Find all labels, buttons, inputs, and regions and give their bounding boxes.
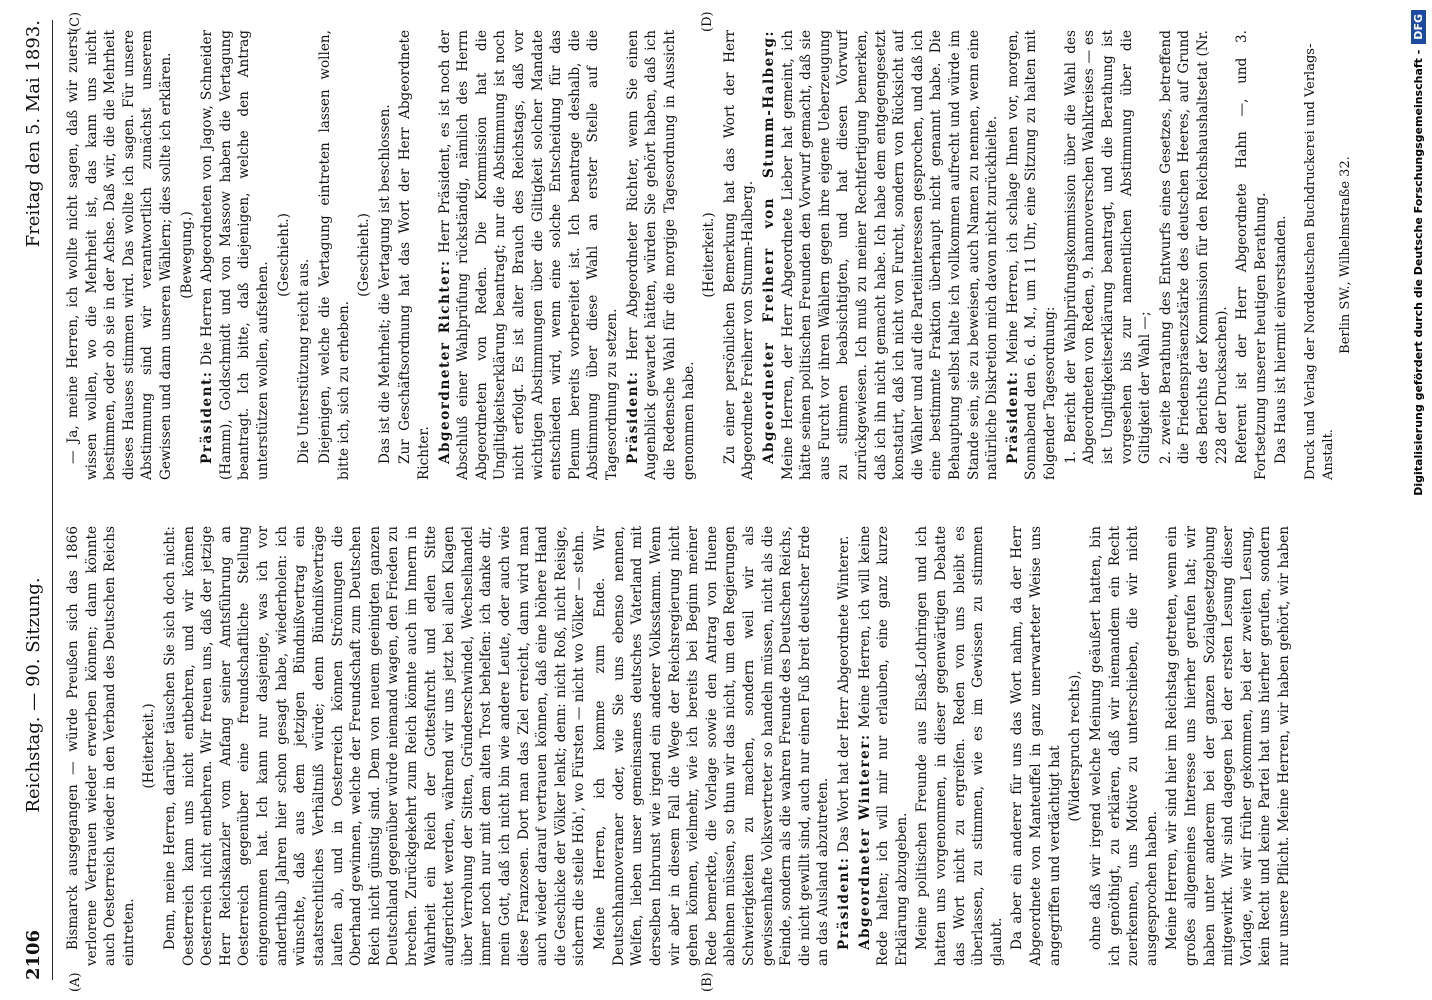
- speaker-name: Präsident:: [624, 370, 641, 464]
- right-interjection: (Bewegung.): [178, 211, 195, 299]
- left-paragraph: Denn, meine Herren, darüber täuschen Sie sich doch nicht: Oesterreich kann uns nicht entbehren, und wir können Oesterreich nicht entbehren. Wir freuen uns, daß der jetzige Herr Reichskanzler vom Anfang seiner Amtsführung an Oesterreich gegenüber eine freundschaftliche Stellung eingenommen hat. Ich kann nur dasjenige, was ich vor anderthalb Jahren hier schon gesagt habe, wiederholen: ich wünschte, daß aus dem jetzigen Bündnißvertrag ein staatsrechtliches Verhältniß würde; denn Bündnißverträge laufen ab, und in Oesterreich können Strömungen die Oberhand gewinnen, welche der Freundschaft zum Deutschen Reich nicht günstig sind. Dem von neuem geeinigten ganzen Deutschland gegenüber würde niemand wagen, den Frieden zu brechen. Zurückgekehrt zum Reich könnte auch im Innern in Wahrheit ein Reich der Gottesfurcht und edlen Sitte aufgerichtet werden, während wir uns jetzt bei allen Klagen über Verrohung der Sitten, Gründerschwindel, Wechselhandel immer noch nur mit dem alten Trost behelfen: ich danke dir, mein Gott, daß ich nicht bin wie andere Leute, oder auch wie diese Franzosen. Dort man das Ziel erreicht, dann wird man auch wieder darauf vertrauen können, daß eine höhere Hand die Geschicke der Völker lenkt; denn: nicht Roß, nicht Reisige, sichern die steile Höh', wo Fürsten — nicht wo Völker — stehn.: [162, 526, 588, 966]
- left-paragraph: ohne daß wir irgend welche Meinung geäußert hatten, bin ich genöthigt, zu erklären, daß wir niemandem ein Recht zuerkennen, uns Motive zu unterschieben, die wir nicht ausgesprochen haben.: [1087, 526, 1160, 966]
- right-paragraph: Präsident: Herr Abgeordneter Richter, wenn Sie einen Augenblick gewartet hätten, würden Sie gehört haben, daß ich die Redensche Wahl für die morgige Tagesordnung in Aussicht genommen habe.: [624, 30, 697, 480]
- left-interjection: (Widerspruch rechts),: [1067, 670, 1084, 822]
- right-paragraph: — Ja, meine Herren, ich wollte nicht sagen, daß wir zuerst wissen wollen, wo die Mehrheit ist, das kann uns nicht bestimmen, oder ob sie in der Achse. Daß wir, die die Mehrheit dieses Hauses stimmen wird. Das wollte ich sagen. Für unsere Abstimmung sind wir verantwortlich zunächst unserem Gewissen und dann unseren Wählern; dies sollte ich erklären.: [65, 30, 175, 480]
- speaker-name: Abgeordneter Freiherr von Stumm-Halberg:: [760, 30, 777, 464]
- speaker-name: Präsident:: [199, 370, 216, 464]
- margin-mark-d: (D): [700, 11, 715, 32]
- left-paragraph: Präsident: Das Wort hat der Herr Abgeordnete Winterer.: [835, 535, 852, 950]
- printer-footer: [1302, 30, 1355, 480]
- right-interjection: (Heiterkeit.): [701, 212, 718, 298]
- left-paragraph: Da aber ein anderer für uns das Wort nahm, da der Herr Abgeordnete von Manteuffel in ganz unerwarteter Weise uns angegriffen und verdächtigt hat: [1009, 526, 1063, 966]
- right-paragraph: Diejenigen, welche die Vertagung eintreten lassen wollen, bitte ich, sich zu erheben.: [316, 30, 352, 480]
- dfg-stamp: [1404, 0, 1432, 1000]
- right-paragraph: Abgeordneter Freiherr von Stumm-Halberg: Meine Herren, der Herr Abgeordnete Lieber hat gemeint, ich hätte seinen politischen Freunden den Vorwurf gemacht, daß sie aus Furcht vor ihren Wählern gegen ihre eigene Ueberzeugung zu stimmen beabsichtigten, und hat diesen Vorwurf zurückgewiesen. Ich muß zu meiner Rechtfertigung bemerken, daß ich ihn nicht gemacht habe. Ich habe dem entgegengesetzt konstatirt, daß ich nicht von Furcht, sondern von Rücksicht auf die Wähler und auf die Parteiinteressen gesprochen, und daß ich eine bestimmte Fraktion überhaupt nicht genannt habe. Die Behauptung selbst halte ich vollkommen aufrecht und würde im Stande sein, sie zu beweisen, auch Namen zu nennen, wenn eine natürliche Diskretion mich davon nicht zurückhielte.: [760, 30, 1001, 480]
- printer-address: Berlin SW., Wilhelmstraße 32.: [1338, 156, 1354, 354]
- right-interjection: (Geschieht.): [275, 213, 292, 297]
- right-paragraph: Die Unterstützung reicht aus.: [296, 258, 313, 464]
- speaker-name: Präsident:: [835, 856, 852, 950]
- left-paragraph: Bismarck ausgegangen — würde Preußen sich das 1866 verlorene Vertrauen wieder erwerben können; dann könnte auch Oesterreich wieder in den Verband des Deutschen Reichs eintreten.: [65, 526, 137, 966]
- page-number: 2106: [22, 929, 44, 980]
- right-paragraph: Referent ist der Herr Abgeordnete Hahn —, und 3. Fortsetzung unserer heutigen Berathung.: [1234, 30, 1269, 480]
- dfg-stamp-text: Digitalisierung gefördert durch die Deutsche Forschungsgemeinschaft -: [1411, 49, 1425, 496]
- left-paragraph: Abgeordneter Winterer: Meine Herren, ich will keine Rede halten; ich will mir nur erlauben, eine ganz kurze Erklärung abzugeben.: [856, 526, 910, 966]
- right-agenda-item: 1. Bericht der Wahlprüfungskommission über die Wahl des Abgeordneten von Reden, 9. hannoverschen Wahlkreises — es ist Ungiltigkeitserklärung beantragt, und die Berathung ist vorgesehen bis zur namentlichen Abstimmung über die Giltigkeit der Wahl —;: [1062, 30, 1154, 464]
- speaker-name: Abgeordneter Richter:: [436, 259, 453, 464]
- right-paragraph: Präsident: Die Herren Abgeordneten von Jagow, Schneider (Hamm), Goldschmidt und von Massow haben die Vertagung beantragt. Ich bitte, daß diejenigen, welche den Antrag unterstützen wollen, aufstehen.: [199, 30, 272, 480]
- left-paragraph: Meine Herren, ich komme zum Ende. Wir Deutschhannoveraner oder, wie Sie uns ebenso nennen, Welfen, lieben unser gemeinsames deutsches Vaterland mit derselben Inbrunst wie irgend ein anderer Volksstamm. Wenn wir aber in diesem Fall die Wege der Reichsregierung nicht gehen können, vielmehr, wie ich bereits bei Beginn meiner Rede bemerkte, die Vorlage sowie den Antrag von Huene ablehnen müssen, so thun wir das nicht, um den Regierungen Schwierigkeiten zu machen, sondern weil wir als gewissenhafte Volksvertreter so handeln müssen, nicht als die Feinde, sondern als die wahren Freunde des Deutschen Reichs, die nicht gewillt sind, auch nur einen Fuß breit deutscher Erde an das Ausland abzutreten.: [592, 526, 832, 966]
- left-interjection: (Heiterkeit.): [141, 703, 158, 789]
- right-agenda-item: 2. zweite Berathung des Entwurfs eines Gesetzes, betreffend die Friedenspräsenzstärke des deutschen Heeres, auf Grund des Berichts der Kommission für den Reichshaushaltsetat (Nr. 228 der Drucksachen).: [1157, 30, 1230, 464]
- session-date: Freitag den 5. Mai 1893.: [22, 20, 44, 248]
- right-paragraph: Das Haus ist hiermit einverstanden.: [1273, 215, 1290, 464]
- right-paragraph: Das ist die Mehrheit; die Vertagung ist beschlossen.: [376, 104, 393, 464]
- right-paragraph: [1293, 30, 1294, 480]
- right-text-column: [64, 30, 1294, 480]
- dfg-logo: DFG: [1411, 10, 1426, 44]
- page-header: [16, 20, 50, 980]
- margin-mark-c: (C): [68, 11, 83, 32]
- right-paragraph: Zu einer persönlichen Bemerkung hat das Wort der Herr Abgeordnete Freiherr von Stumm-Halberg.: [721, 30, 757, 480]
- left-text-column: [64, 526, 1294, 966]
- speaker-name: Abgeordneter Winterer:: [856, 733, 873, 950]
- left-paragraph: Meine Herren, wir sind hier im Reichstag getreten, wenn ein großes allgemeines Interesse uns hierher gerufen hat; wir haben unter anderem bei der ganzen Sozialgesetzgebung mitgewirkt. Wir sind dagegen bei der ersten Lesung dieser Vorlage, wie wir früher gekommen, bei der zweiten Lesung, kein Recht und keine Partei hat uns hierher gerufen, sondern nur unsere Pflicht. Meine Herren, wir haben gehört, wir haben: [1164, 526, 1292, 966]
- left-paragraph: Meine politischen Freunde aus Elsaß-Lothringen und ich hatten uns vorgenommen, in dieser gegenwärtigen Debatte das Wort nicht zu ergreifen. Reden von uns bleibt es überlassen, zu stimmen, wie es im Gewissen zu stimmen glaubt.: [914, 526, 1005, 966]
- session-title: Reichstag. — 90. Sitzung.: [22, 577, 44, 813]
- speaker-name: Präsident:: [1004, 370, 1021, 464]
- right-paragraph: Zur Geschäftsordnung hat das Wort der Herr Abgeordnete Richter.: [397, 30, 432, 480]
- right-paragraph: Abgeordneter Richter: Herr Präsident, es ist noch der Abschluß einer Wahlprüfung rückständig, nämlich des Herrn Abgeordneten von Reden. Die Kommission hat die Ungiltigkeitserklärung beantragt; nur die Abstimmung ist noch nicht erfolgt. Es ist alter Brauch des Reichstags, daß vor wichtigen Abstimmungen über die Giltigkeit solcher Mandate entschieden wird, wenn eine solche Entscheidung für das Plenum bereits vorbereitet ist. Ich beantrage deshalb, die Abstimmung über diese Wahl an erster Stelle auf die Tagesordnung zu setzen.: [436, 30, 621, 480]
- header-rule: [52, 20, 53, 980]
- printer-line: Druck und Verlag der Norddeutschen Buchdruckerei und Verlags-Anstalt.: [1303, 43, 1336, 480]
- right-interjection: (Geschieht.): [356, 213, 373, 297]
- margin-mark-b: (B): [700, 972, 715, 992]
- margin-mark-a: (A): [68, 972, 83, 992]
- right-paragraph: Präsident: Meine Herren, ich schlage Ihnen vor, morgen, Sonnabend den 6. d. M., um 11 Uhr, eine Sitzung zu halten mit folgender Tagesordnung:: [1004, 30, 1059, 480]
